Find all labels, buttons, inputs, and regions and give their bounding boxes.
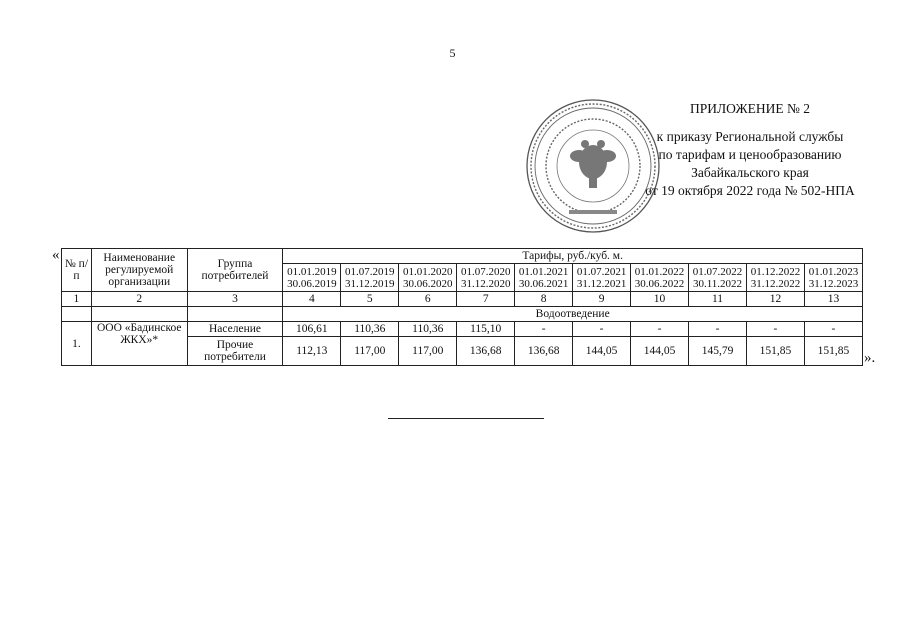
column-number: 7 — [457, 292, 515, 307]
period-header — [746, 264, 804, 292]
appendix-line: Забайкальского края — [691, 165, 809, 180]
period-end: 31.12.2021 — [576, 277, 627, 290]
column-number: 10 — [631, 292, 689, 307]
tariff-value: 106,61 — [283, 322, 341, 337]
row-number: 1. — [62, 322, 92, 366]
period-end: 31.12.2022 — [750, 277, 801, 290]
header-organization: Наименование регулируемой организации — [91, 249, 187, 292]
period-header — [573, 264, 631, 292]
header-number: № п/п — [62, 249, 92, 292]
tariff-value: - — [689, 322, 747, 337]
tariff-value: 145,79 — [689, 337, 747, 366]
separator-line — [388, 418, 544, 419]
period-start: 01.07.2022 — [692, 265, 743, 278]
period-end: 30.06.2021 — [518, 277, 569, 290]
period-start: 01.07.2019 — [345, 265, 395, 278]
tariff-value: 117,00 — [341, 337, 399, 366]
period-end: 30.06.2022 — [634, 277, 685, 290]
period-start: 01.07.2020 — [460, 265, 511, 278]
column-number: 11 — [689, 292, 747, 307]
closing-quote: ». — [864, 350, 876, 366]
period-start: 01.01.2021 — [518, 265, 569, 278]
period-header — [631, 264, 689, 292]
period-end: 30.06.2020 — [402, 277, 453, 290]
appendix-line: к приказу Региональной службы — [656, 129, 844, 144]
period-end: 31.12.2019 — [345, 277, 395, 290]
period-header — [341, 264, 399, 292]
period-start: 01.12.2022 — [750, 265, 801, 278]
period-start: 01.01.2019 — [287, 265, 337, 278]
column-number: 12 — [746, 292, 804, 307]
period-header — [515, 264, 573, 292]
tariff-value: 110,36 — [341, 322, 399, 337]
appendix-block — [620, 100, 880, 200]
period-end: 30.11.2022 — [692, 277, 743, 290]
tariff-value: - — [631, 322, 689, 337]
period-start: 01.01.2020 — [402, 265, 453, 278]
period-header — [283, 264, 341, 292]
column-number: 9 — [573, 292, 631, 307]
column-number: 5 — [341, 292, 399, 307]
period-header — [689, 264, 747, 292]
column-number-row — [62, 292, 863, 307]
tariff-value: 136,68 — [457, 337, 515, 366]
table-row — [62, 322, 863, 337]
tariff-value: 136,68 — [515, 337, 573, 366]
tariff-value: 115,10 — [457, 322, 515, 337]
tariff-table — [61, 248, 863, 366]
opening-quote: « — [52, 247, 60, 263]
period-end: 31.12.2020 — [460, 277, 511, 290]
column-number: 6 — [399, 292, 457, 307]
consumer-group: Население — [187, 322, 283, 337]
column-number: 8 — [515, 292, 573, 307]
tariff-value: 112,13 — [283, 337, 341, 366]
consumer-group: Прочие потребители — [187, 337, 283, 366]
tariff-value: - — [573, 322, 631, 337]
header-tariffs: Тарифы, руб./куб. м. — [283, 249, 863, 264]
period-start: 01.01.2023 — [808, 265, 859, 278]
tariff-value: 117,00 — [399, 337, 457, 366]
period-end: 31.12.2023 — [808, 277, 859, 290]
appendix-title: ПРИЛОЖЕНИЕ № 2 — [689, 101, 811, 116]
period-end: 30.06.2019 — [287, 277, 337, 290]
column-number: 1 — [62, 292, 92, 307]
period-header — [399, 264, 457, 292]
organization-name: ООО «Бадинское ЖКХ»* — [91, 322, 187, 366]
period-header — [457, 264, 515, 292]
appendix-line: от 19 октября 2022 года № 502-НПА — [645, 183, 855, 198]
tariff-value: 144,05 — [631, 337, 689, 366]
section-title: Водоотведение — [283, 307, 863, 322]
period-start: 01.01.2022 — [634, 265, 685, 278]
header-consumer-group: Группа потребителей — [187, 249, 283, 292]
period-header — [804, 264, 862, 292]
tariff-value: - — [515, 322, 573, 337]
tariff-value: - — [746, 322, 804, 337]
tariff-value: 144,05 — [573, 337, 631, 366]
tariff-value: 110,36 — [399, 322, 457, 337]
column-number: 2 — [91, 292, 187, 307]
tariff-value: 151,85 — [746, 337, 804, 366]
tariff-value: - — [804, 322, 862, 337]
period-start: 01.07.2021 — [576, 265, 627, 278]
column-number: 3 — [187, 292, 283, 307]
column-number: 4 — [283, 292, 341, 307]
tariff-value: 151,85 — [804, 337, 862, 366]
column-number: 13 — [804, 292, 862, 307]
appendix-line: по тарифам и ценообразованию — [658, 147, 842, 162]
page-number: 5 — [449, 46, 456, 60]
